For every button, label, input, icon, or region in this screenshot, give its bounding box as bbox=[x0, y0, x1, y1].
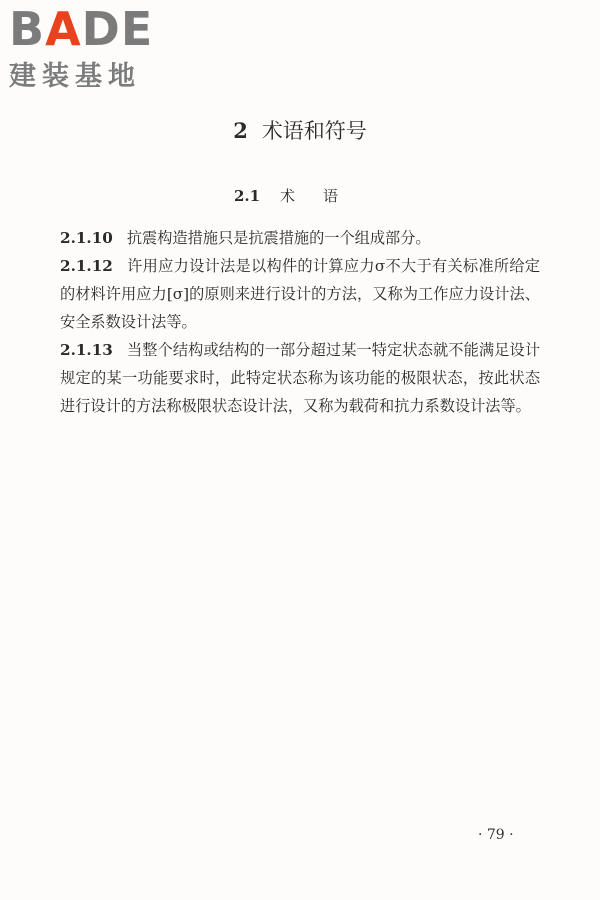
logo-subtitle: 建装基地 bbox=[9, 61, 141, 92]
section-title: 术语 bbox=[280, 187, 367, 205]
section-number: 2.1 bbox=[233, 187, 261, 205]
logo-letter-b: B bbox=[9, 2, 46, 56]
bade-logo bbox=[9, 4, 174, 94]
logo-wordmark bbox=[9, 4, 174, 54]
clause-2-1-10 bbox=[60, 224, 540, 252]
chapter-title: 术语和符号 bbox=[261, 119, 367, 143]
chapter-heading bbox=[0, 116, 600, 146]
clause-2-1-13 bbox=[60, 336, 540, 420]
clause-list bbox=[60, 224, 540, 420]
section-heading bbox=[0, 184, 600, 208]
page-number: · 79 · bbox=[478, 827, 514, 843]
clause-number: 2.1.12 bbox=[60, 257, 113, 275]
clause-text: 抗震构造措施只是抗震措施的一个组成部分。 bbox=[126, 229, 431, 247]
clause-2-1-12 bbox=[60, 252, 540, 336]
chapter-number: 2 bbox=[233, 118, 248, 143]
logo-letter-a: A bbox=[45, 2, 82, 56]
clause-text: 许用应力设计法是以构件的计算应力σ不大于有关标准所给定的材料许用应力[σ]的原则来进行设计的方法，又称为工作应力设计法、安全系数设计法等。 bbox=[60, 257, 540, 331]
clause-number: 2.1.13 bbox=[60, 341, 113, 359]
logo-letters-de: DE bbox=[81, 2, 154, 56]
clause-text: 当整个结构或结构的一部分超过某一特定状态就不能满足设计规定的某一功能要求时，此特定状态称为该功能的极限状态，按此状态进行设计的方法称极限状态设计法，又称为载荷和抗力系数设计法等。 bbox=[60, 341, 540, 415]
clause-number: 2.1.10 bbox=[60, 229, 113, 247]
